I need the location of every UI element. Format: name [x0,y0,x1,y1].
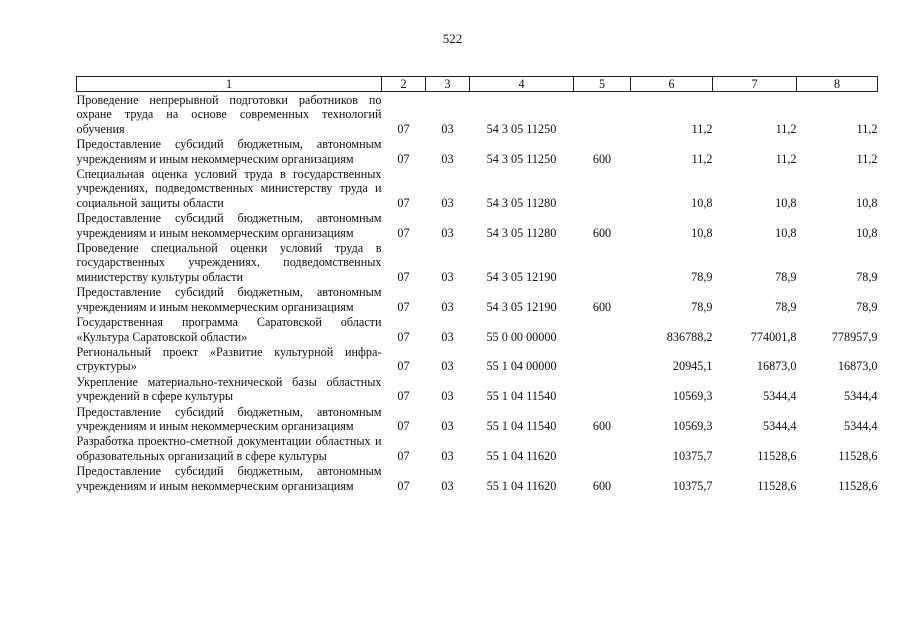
row-name: Укрепление материально-технической базы областных учреждений в сфере культуры [76,374,382,404]
row-value-col7: 11528,6 [757,448,797,463]
table-row [77,314,878,344]
row-value-col6: 10,8 [691,195,713,210]
row-expense-type: 600 [592,478,612,493]
row-section: 07 [397,418,410,433]
row-value-col7: 16873,0 [756,359,797,374]
row-value-col7: 11528,6 [757,478,797,493]
row-expense-type: 600 [592,225,612,240]
row-value-col6: 10569,3 [672,418,713,433]
row-target-code: 54 3 05 11280 [486,225,557,240]
row-subsection: 03 [441,195,454,210]
row-name: Разработка проектно-сметной документации областных и образовательных организаций в сфере культуры [76,434,382,463]
row-value-col8: 11528,6 [838,478,878,493]
row-value-col8: 5344,4 [843,389,878,404]
row-value-col8: 11,2 [856,121,878,136]
row-value-col8: 11528,6 [838,448,878,463]
row-value-col6: 20945,1 [672,359,713,374]
row-value-col7: 774001,8 [750,329,797,344]
row-name: Предоставление субсидий бюджетным, автономным учреждениям и иным некоммерческим организациям [76,285,382,314]
row-name: Государственная программа Саратовской области «Культура Саратовской области» [76,315,382,344]
row-expense-type [574,433,631,463]
row-section: 07 [397,299,410,314]
row-expense-type [574,240,631,284]
row-value-col7: 10,8 [775,225,797,240]
row-value-col7: 5344,4 [762,418,797,433]
row-expense-type: 600 [592,299,612,314]
table-row [77,166,878,210]
row-subsection: 03 [441,418,454,433]
header-col-7: 7 [713,77,797,92]
table-row [77,240,878,284]
row-target-code: 54 3 05 11250 [486,151,557,166]
row-value-col6: 78,9 [691,299,713,314]
table-row [77,92,878,137]
row-value-col7: 78,9 [775,299,797,314]
row-section: 07 [397,151,410,166]
table-row [77,344,878,374]
row-target-code: 54 3 05 12190 [486,269,557,284]
row-section: 07 [397,329,410,344]
row-name: Предоставление субсидий бюджетным, автономным учреждениям и иным некоммерческим организациям [76,137,382,166]
row-target-code: 55 1 04 11620 [486,478,557,493]
row-expense-type [574,374,631,404]
header-col-2: 2 [382,77,426,92]
row-subsection: 03 [441,299,454,314]
row-expense-type: 600 [592,418,612,433]
row-section: 07 [397,195,410,210]
row-value-col7: 11,2 [775,151,797,166]
row-expense-type: 600 [592,151,612,166]
budget-table [76,76,878,493]
row-value-col8: 778957,9 [831,329,878,344]
row-subsection: 03 [441,225,454,240]
row-value-col6: 10375,7 [672,478,713,493]
row-name: Предоставление субсидий бюджетным, автономным учреждениям и иным некоммерческим организациям [76,464,382,493]
row-target-code: 54 3 05 11280 [486,195,557,210]
row-value-col6: 836788,2 [666,329,713,344]
row-name: Проведение непрерывной подготовки работников по охране труда на основе современных технологий обучения [76,93,382,136]
row-value-col6: 11,2 [691,121,713,136]
row-value-col8: 5344,4 [843,418,878,433]
header-col-3: 3 [426,77,470,92]
row-expense-type [574,344,631,374]
table-row [77,433,878,463]
table-row [77,136,878,166]
row-value-col6: 11,2 [691,151,713,166]
row-name: Специальная оценка условий труда в государственных учреждениях, подведомственных министерству труда и социальной защиты области [76,167,382,210]
row-expense-type [574,166,631,210]
header-col-6: 6 [631,77,713,92]
table-row [77,284,878,314]
row-section: 07 [397,121,410,136]
row-value-col8: 10,8 [856,195,878,210]
row-value-col6: 10375,7 [672,448,713,463]
row-subsection: 03 [441,329,454,344]
row-value-col7: 78,9 [775,269,797,284]
row-subsection: 03 [441,121,454,136]
row-subsection: 03 [441,478,454,493]
header-col-8: 8 [797,77,878,92]
row-expense-type [574,314,631,344]
row-value-col8: 78,9 [856,299,878,314]
row-name: Предоставление субсидий бюджетным, автономным учреждениям и иным некоммерческим организациям [76,404,382,433]
row-target-code: 54 3 05 12190 [486,299,557,314]
row-subsection: 03 [441,448,454,463]
row-target-code: 55 1 04 11540 [486,389,557,404]
header-col-5: 5 [574,77,631,92]
row-target-code: 55 1 04 00000 [486,359,557,374]
row-value-col7: 11,2 [775,121,797,136]
row-expense-type [574,92,631,137]
table-row [77,404,878,434]
row-name: Региональный проект «Развитие культурной инфраструктуры» [76,344,382,374]
row-value-col7: 10,8 [775,195,797,210]
row-value-col8: 78,9 [856,269,878,284]
page-number: 522 [442,31,463,46]
row-section: 07 [397,448,410,463]
row-target-code: 55 1 04 11620 [486,448,557,463]
row-value-col6: 10569,3 [672,389,713,404]
row-section: 07 [397,478,410,493]
row-value-col6: 10,8 [691,225,713,240]
header-col-4: 4 [470,77,574,92]
row-subsection: 03 [441,389,454,404]
row-target-code: 54 3 05 11250 [486,121,557,136]
row-value-col6: 78,9 [691,269,713,284]
table-row [77,463,878,493]
row-value-col8: 11,2 [856,151,878,166]
row-value-col8: 10,8 [856,225,878,240]
row-value-col8: 16873,0 [837,359,878,374]
row-target-code: 55 0 00 00000 [486,329,557,344]
row-section: 07 [397,389,410,404]
table-row [77,210,878,240]
row-section: 07 [397,269,410,284]
row-target-code: 55 1 04 11540 [486,418,557,433]
row-subsection: 03 [441,359,454,374]
row-subsection: 03 [441,269,454,284]
row-section: 07 [397,359,410,374]
header-col-1: 1 [77,77,382,92]
row-name: Проведение специальной оценки условий труда в государственных учреждениях, подведомственных министерству культуры области [76,241,382,284]
row-name: Предоставление субсидий бюджетным, автономным учреждениям и иным некоммерческим организациям [76,211,382,240]
row-subsection: 03 [441,151,454,166]
row-section: 07 [397,225,410,240]
table-row [77,374,878,404]
table-header-row [77,77,878,92]
row-value-col7: 5344,4 [762,389,797,404]
